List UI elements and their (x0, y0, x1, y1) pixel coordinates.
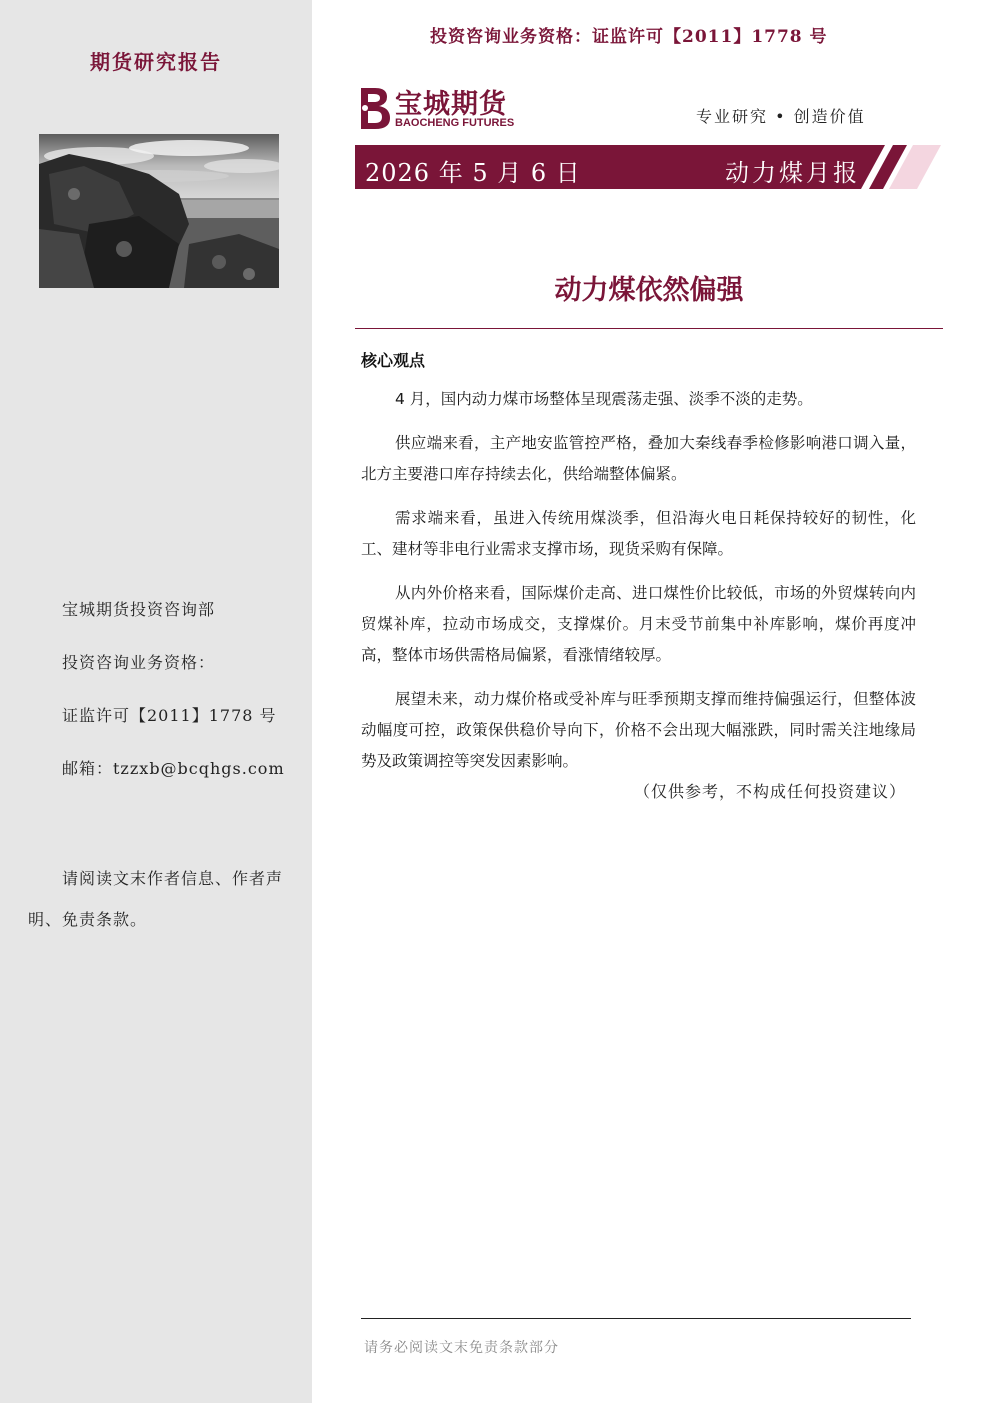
department-name: 宝城期货投资咨询部 (62, 600, 216, 619)
section-heading: 核心观点 (361, 351, 426, 370)
report-title: 动力煤依然偏强 (554, 275, 744, 306)
read-notice: 请阅读文末作者信息、作者声明、免责条款。 (28, 869, 284, 929)
company-logo (355, 84, 545, 134)
footer-note: 请务必阅读文末免责条款部分 (364, 1340, 559, 1356)
title-divider (355, 328, 943, 329)
slogan: 专业研究 • 创造价值 (696, 107, 866, 126)
footer-divider (361, 1318, 911, 1319)
paragraph: 从内外价格来看，国际煤价走高、进口煤性价比较低，市场的外贸煤转向内贸煤补库，拉动市场成交，支撑煤价。月末受节前集中补库影响，煤价再度冲高，整体市场供需格局偏紧，看涨情绪较厚。 (361, 584, 916, 664)
paragraph: 供应端来看，主产地安监管控严格，叠加大秦线春季检修影响港口调入量，北方主要港口库存持续去化，供给端整体偏紧。 (361, 434, 916, 483)
license-number: 证监许可【2011】1778 号 (62, 706, 277, 725)
contact-email: 邮箱：tzzxb@bcqhgs.com (62, 759, 285, 778)
investment-disclaimer: （仅供参考，不构成任何投资建议） (633, 782, 906, 801)
report-date: 2026 年 5 月 6 日 (365, 159, 581, 187)
report-type-label: 期货研究报告 (90, 50, 222, 74)
logo-chinese-name: 宝城期货 (395, 89, 507, 120)
coal-photo (39, 134, 279, 288)
logo-mark-icon (355, 84, 393, 132)
paragraph: 4 月，国内动力煤市场整体呈现震荡走强、淡季不淡的走势。 (395, 390, 813, 408)
date-banner (355, 145, 900, 189)
logo-english-name: BAOCHENG FUTURES (395, 117, 515, 129)
qualification-label: 投资咨询业务资格： (62, 653, 216, 672)
paragraph: 需求端来看，虽进入传统用煤淡季，但沿海火电日耗保持较好的韧性，化工、建材等非电行业需求支撑市场，现货采购有保障。 (361, 509, 916, 558)
core-viewpoints (361, 384, 916, 790)
paragraph: 展望未来，动力煤价格或受补库与旺季预期支撑而维持偏强运行，但整体波动幅度可控，政策保供稳价导向下，价格不会出现大幅涨跌，同时需关注地缘局势及政策调控等突发因素影响。 (361, 690, 916, 770)
coal-landscape-image (39, 134, 279, 288)
sidebar (0, 0, 312, 1403)
report-kind: 动力煤月报 (725, 159, 860, 187)
license-line: 投资咨询业务资格：证监许可【2011】1778 号 (430, 27, 828, 47)
